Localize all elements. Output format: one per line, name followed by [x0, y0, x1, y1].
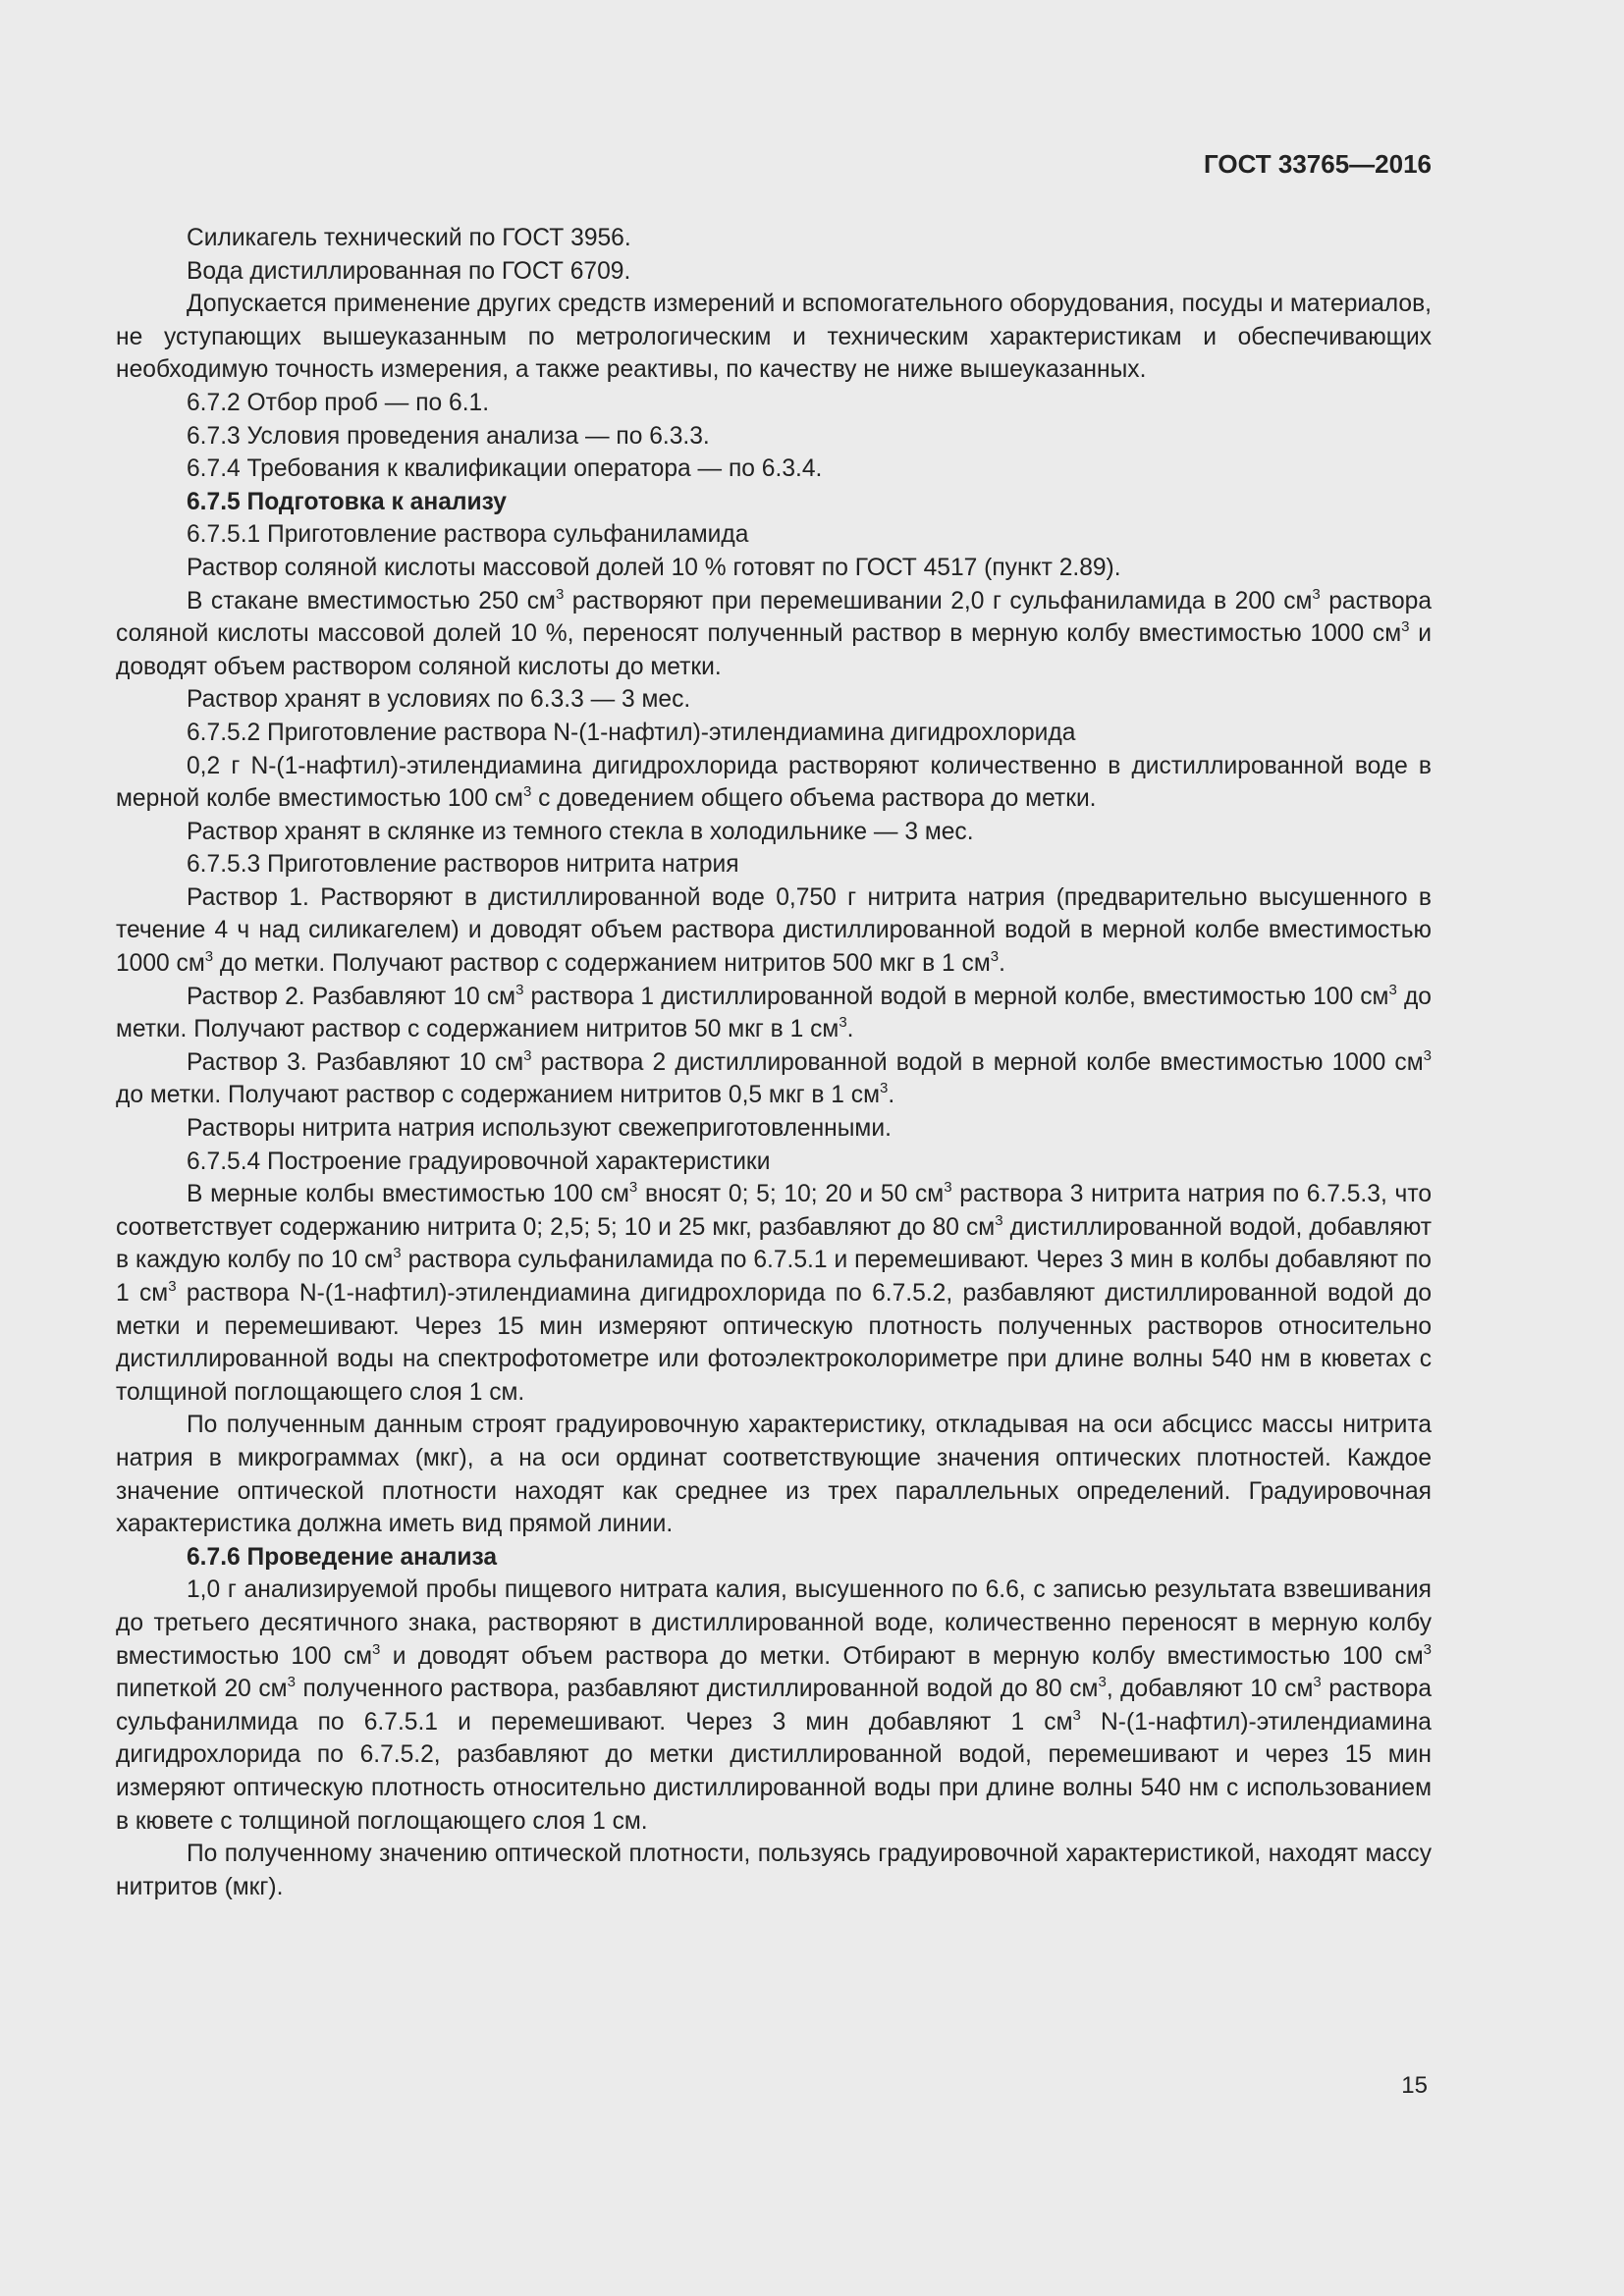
document-standard-header: ГОСТ 33765—2016 — [1204, 149, 1432, 179]
document-body — [116, 222, 1432, 1903]
text-run: Раствор соляной кислоты массовой долей 10 % готовят по ГОСТ 4517 (пункт 2.89). — [187, 554, 1121, 581]
superscript: 3 — [1312, 585, 1321, 603]
text-run: раствора 1 дистиллированной водой в мерной колбе, вместимостью 100 см — [523, 983, 1389, 1010]
text-run: Раствор 2. Разбавляют 10 см — [187, 983, 516, 1010]
text-run: Раствор хранят в склянке из темного стекла в холодильнике — 3 мес. — [187, 818, 974, 845]
text-run: В стакане вместимостью 250 см — [187, 587, 556, 614]
superscript: 3 — [1423, 1640, 1433, 1658]
body-paragraph — [116, 222, 1432, 255]
body-paragraph — [116, 816, 1432, 849]
text-run: В мерные колбы вместимостью 100 см — [187, 1181, 629, 1208]
text-run: вносят 0; 5; 10; 20 и 50 см — [637, 1181, 945, 1208]
text-run: раствора 2 дистиллированной водой в мерной колбе вместимостью 1000 см — [531, 1048, 1424, 1076]
superscript: 3 — [1401, 618, 1410, 636]
body-paragraph — [116, 288, 1432, 387]
superscript: 3 — [628, 1179, 638, 1197]
text-run: По полученному значению оптической плотности, пользуясь градуировочной характеристикой, находят массу нитритов (мкг). — [116, 1841, 1432, 1900]
body-paragraph — [116, 1409, 1432, 1540]
text-run: растворяют при перемешивании 2,0 г сульфаниламида в 200 см — [564, 587, 1313, 614]
text-run: N-(1-нафтил)-этилендиамина дигидрохлорида по 6.7.5.2, разбавляют до метки дистиллированной водой, перемешивают и через 15 мин измеряют оптическую плотность относительно дистиллированной воды при длине волны 540 нм с использованием в кювете с толщиной поглощающего слоя 1 см. — [116, 1708, 1432, 1835]
superscript: 3 — [168, 1278, 177, 1295]
text-run: 6.7.2 Отбор проб — по 6.1. — [187, 389, 490, 416]
body-paragraph — [116, 1574, 1432, 1838]
text-run: и доводят объем раствора до метки. Отбирают в мерную колбу вместимостью 100 см — [380, 1642, 1424, 1670]
body-paragraph — [116, 750, 1432, 816]
body-paragraph — [116, 585, 1432, 684]
text-run: полученного раствора, разбавляют дистиллированной водой до 80 см — [295, 1676, 1099, 1703]
superscript: 3 — [995, 1211, 1003, 1229]
body-paragraph — [116, 387, 1432, 420]
superscript: 3 — [1423, 1046, 1432, 1064]
superscript: 3 — [372, 1640, 381, 1658]
text-run: раствора сульфанилмида по 6.7.5.1 и перемешивают. Через 3 мин добавляют 1 см — [116, 1676, 1433, 1735]
text-run: По полученным данным строят градуировочную характеристику, откладывая на оси абсцисс массы нитрита натрия в микрограммах (мкг), а на оси ординат соответствующие значения оптических плотностей. Каждое значение оптической плотности находят как среднее из трех параллельных определений. Градуировочная характеристика должна иметь вид прямой линии. — [116, 1412, 1432, 1538]
text-run: 6.7.6 Проведение анализа — [187, 1543, 498, 1571]
text-run: . — [888, 1082, 895, 1109]
body-paragraph — [116, 255, 1432, 289]
text-run: 1,0 г анализируемой пробы пищевого нитрата калия, высушенного по 6.6, с записью результата взвешивания до третьего десятичного знака, растворяют в дистиллированной воде, количественно переносят в мерную колбу вместимостью 100 см — [116, 1576, 1432, 1670]
superscript: 3 — [880, 1080, 889, 1097]
superscript: 3 — [990, 948, 1000, 966]
page-number: 15 — [1401, 2072, 1428, 2099]
text-run: раствора сульфаниламида по 6.7.5.1 и перемешивают. Через 3 мин в колбы добавляют по 1 см — [116, 1247, 1432, 1307]
body-paragraph — [116, 683, 1432, 717]
superscript: 3 — [1388, 981, 1397, 998]
text-run: 6.7.5.3 Приготовление растворов нитрита натрия — [187, 851, 739, 879]
section-heading — [116, 1541, 1432, 1575]
superscript: 3 — [1098, 1674, 1107, 1691]
body-paragraph — [116, 453, 1432, 486]
body-paragraph — [116, 1838, 1432, 1903]
text-run: Раствор хранят в условиях по 6.3.3 — 3 мес. — [187, 686, 691, 714]
text-run: раствора соляной кислоты массовой долей 10 %, переносят полученный раствор в мерную колбу вместимостью 1000 см — [116, 587, 1432, 648]
body-paragraph — [116, 518, 1432, 552]
text-run: , добавляют 10 см — [1106, 1676, 1314, 1703]
text-run: до метки. Получают раствор с содержанием нитритов 500 мкг в 1 см — [213, 950, 991, 978]
text-run: 6.7.5.4 Построение градуировочной характеристики — [187, 1148, 771, 1175]
text-run: 6.7.3 Условия проведения анализа — по 6.3.3. — [187, 422, 710, 450]
text-run: . — [846, 1016, 854, 1043]
text-run: Силикагель технический по ГОСТ 3956. — [187, 225, 631, 251]
text-run: пипеткой 20 см — [116, 1676, 288, 1703]
text-run: Растворы нитрита натрия используют свежеприготовленными. — [187, 1115, 892, 1143]
body-paragraph — [116, 717, 1432, 750]
body-paragraph — [116, 1112, 1432, 1146]
superscript: 3 — [1072, 1706, 1081, 1724]
text-run: до метки. Получают раствор с содержанием нитритов 0,5 мкг в 1 см — [116, 1082, 880, 1109]
superscript: 3 — [515, 981, 524, 998]
body-paragraph — [116, 420, 1432, 454]
body-paragraph — [116, 552, 1432, 585]
text-run: раствора N-(1-нафтил)-этилендиамина дигидрохлорида по 6.7.5.2, разбавляют дистиллированной водой до метки и перемешивают. Через 15 мин измеряют оптическую плотность полученных растворов относительно дистиллированной воды на спектрофотометре или фотоэлектроколориметре при длине волны 540 нм в кюветах с толщиной поглощающего слоя 1 см. — [116, 1280, 1432, 1406]
superscript: 3 — [204, 948, 214, 966]
superscript: 3 — [1313, 1674, 1322, 1691]
body-paragraph — [116, 848, 1432, 881]
text-run: Вода дистиллированная по ГОСТ 6709. — [187, 257, 631, 285]
text-run: Раствор 1. Растворяют в дистиллированной воде 0,750 г нитрита натрия (предварительно высушенного в течение 4 ч над силикагелем) и доводят объем раствора дистиллированной водой в мерной колбе вместимостью 1000 см — [116, 883, 1432, 978]
text-run: 6.7.5.2 Приготовление раствора N-(1-нафтил)-этилендиамина дигидрохлорида — [187, 719, 1076, 746]
text-run: раствора 3 нитрита натрия по 6.7.5.3, что соответствует содержанию нитрита 0; 2,5; 5; 10 и 25 мкг, разбавляют до 80 см — [116, 1181, 1432, 1241]
section-heading — [116, 486, 1432, 519]
text-run: 6.7.5.1 Приготовление раствора сульфаниламида — [187, 521, 749, 549]
body-paragraph — [116, 1146, 1432, 1179]
superscript: 3 — [287, 1674, 296, 1691]
superscript: 3 — [522, 783, 532, 801]
superscript: 3 — [944, 1179, 952, 1197]
body-paragraph — [116, 1046, 1432, 1112]
text-run: 6.7.4 Требования к квалификации оператора — по 6.3.4. — [187, 455, 823, 483]
superscript: 3 — [555, 585, 565, 603]
body-paragraph — [116, 881, 1432, 981]
text-run: 0,2 г N-(1-нафтил)-этилендиамина дигидрохлорида растворяют количественно в дистиллированной воде в мерной колбе вместимостью 100 см — [116, 752, 1432, 813]
superscript: 3 — [393, 1245, 402, 1262]
text-run: до метки. Получают раствор с содержанием нитритов 50 мкг в 1 см — [116, 983, 1432, 1043]
text-run: . — [999, 950, 1005, 978]
body-paragraph — [116, 981, 1432, 1046]
text-run: и доводят объем раствором соляной кислоты до метки. — [116, 620, 1432, 680]
text-run: Раствор 3. Разбавляют 10 см — [187, 1048, 524, 1076]
text-run: Допускается применение других средств измерений и вспомогательного оборудования, посуды и материалов, не уступающих вышеуказанным по метрологическим и техническим характеристикам и обеспечивающих необходимую точность измерения, а также реактивы, по качеству не ниже вышеуказанных. — [116, 291, 1432, 384]
text-run: 6.7.5 Подготовка к анализу — [187, 488, 507, 515]
superscript: 3 — [839, 1014, 847, 1032]
superscript: 3 — [523, 1046, 532, 1064]
body-paragraph — [116, 1178, 1432, 1409]
text-run: с доведением общего объема раствора до метки. — [531, 785, 1097, 813]
text-run: дистиллированной водой, добавляют в каждую колбу по 10 см — [116, 1213, 1432, 1274]
